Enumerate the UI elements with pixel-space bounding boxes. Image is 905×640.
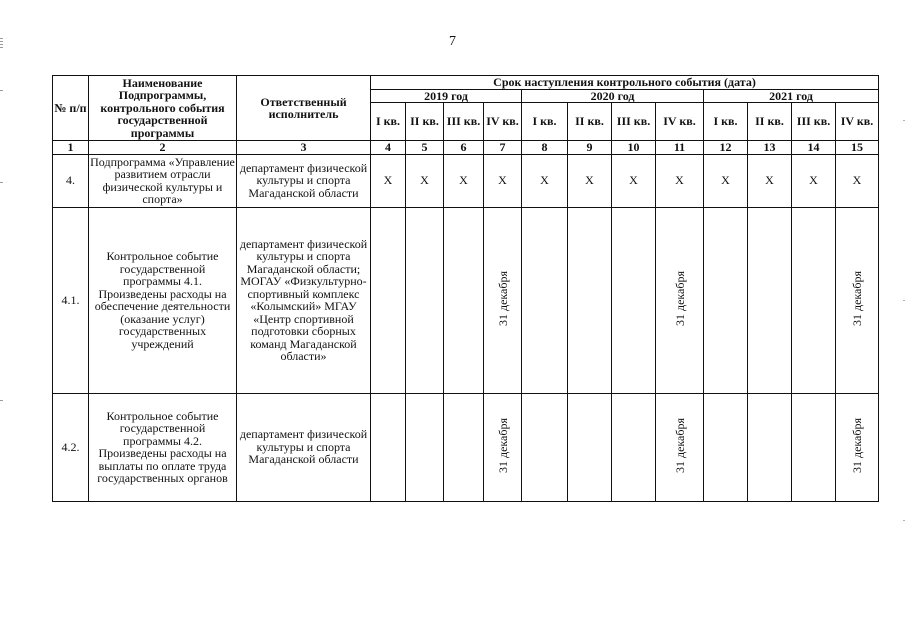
header-quarter: II кв. [748,103,792,141]
column-number: 12 [704,141,748,155]
row-name: Подпрограмма «Управление развитием отрасли физической культуры и спорта» [90,154,235,206]
header-quarter: I кв. [522,103,568,141]
header-year-2019: 2019 год [371,89,522,103]
row-number: 4.2. [53,393,89,501]
quarter-cell [371,393,406,501]
header-name: Наименование Подпрограммы, контрольного события государственной программы [89,76,237,141]
table-row [53,207,879,393]
header-num: № п/п [53,76,89,141]
column-number: 4 [371,141,406,155]
quarter-cell [656,393,704,501]
quarter-cell [522,207,568,393]
header-quarter: II кв. [406,103,444,141]
row-responsible: департамент физической культуры и спорта Магаданской области [237,154,371,207]
column-number: 11 [656,141,704,155]
header-year-2020: 2020 год [522,89,704,103]
column-number: 5 [406,141,444,155]
quarter-cell [568,393,612,501]
quarter-cell: X [656,154,704,207]
quarter-cell: X [836,154,879,207]
header-quarter: III кв. [792,103,836,141]
quarter-cell: X [568,154,612,207]
row-name: Контрольное событие государственной программы 4.1. Произведены расходы на обеспечение деятельности (оказание услуг) государственных учреждений [89,207,237,393]
quarter-cell: X [484,154,522,207]
table-row [53,393,879,501]
quarter-cell [836,207,879,393]
row-responsible: департамент физической культуры и спорта Магаданской области [237,393,371,501]
quarter-cell [612,207,656,393]
row-number: 4.1. [53,207,89,393]
control-events-table [52,75,879,502]
date-label: 31 декабря [850,418,864,474]
page-number: 7 [449,34,456,49]
header-quarter: IV кв. [836,103,879,141]
quarter-cell: X [748,154,792,207]
column-number: 13 [748,141,792,155]
header-quarter: I кв. [371,103,406,141]
column-number: 1 [53,141,89,155]
quarter-cell [704,207,748,393]
quarter-cell [748,393,792,501]
header-schedule: Срок наступления контрольного события (дата) [371,76,879,90]
quarter-cell: X [406,154,444,207]
column-number: 10 [612,141,656,155]
quarter-cell [792,207,836,393]
header-quarter: III кв. [444,103,484,141]
quarter-cell: X [612,154,656,207]
header-quarter: I кв. [704,103,748,141]
column-number: 2 [89,141,237,155]
header-quarter: IV кв. [484,103,522,141]
quarter-cell [484,207,522,393]
quarter-cell: X [444,154,484,207]
column-number: 14 [792,141,836,155]
header-quarter: II кв. [568,103,612,141]
date-label: 31 декабря [495,271,510,327]
row-number: 4. [53,154,89,207]
quarter-cell [748,207,792,393]
quarter-cell [792,393,836,501]
quarter-cell: X [371,154,406,207]
column-number: 8 [522,141,568,155]
quarter-cell [522,393,568,501]
left-page-edge [0,0,3,640]
date-label: 31 декабря [672,271,687,327]
column-number: 6 [444,141,484,155]
date-label: 31 декабря [495,418,510,474]
quarter-cell [704,393,748,501]
quarter-cell [371,207,406,393]
quarter-cell [484,393,522,501]
quarter-cell [406,207,444,393]
quarter-cell [444,207,484,393]
quarter-cell [444,393,484,501]
quarter-cell: X [704,154,748,207]
column-number: 9 [568,141,612,155]
quarter-cell: X [792,154,836,207]
column-number: 15 [836,141,879,155]
date-label: 31 декабря [672,418,687,474]
row-name: Контрольное событие государственной программы 4.2. Произведены расходы на выплаты по оплате труда государственных органов [89,393,237,501]
header-row-1 [53,76,879,90]
header-quarter: III кв. [612,103,656,141]
quarter-cell [656,207,704,393]
header-quarter: IV кв. [656,103,704,141]
column-number: 7 [484,141,522,155]
quarter-cell [836,393,879,501]
date-label: 31 декабря [850,271,864,327]
quarter-cell [406,393,444,501]
column-number-row [53,141,879,155]
row-responsible: департамент физической культуры и спорта Магаданской области; МОГАУ «Физкультурно-спортивный комплекс «Колымский» МГАУ «Центр спортивной подготовки сборных команд Магаданской области» [237,207,371,393]
table-row [53,154,879,207]
header-responsible: Ответственный исполнитель [237,76,371,141]
quarter-cell [568,207,612,393]
column-number: 3 [237,141,371,155]
quarter-cell: X [522,154,568,207]
quarter-cell [612,393,656,501]
header-year-2021: 2021 год [704,89,879,103]
